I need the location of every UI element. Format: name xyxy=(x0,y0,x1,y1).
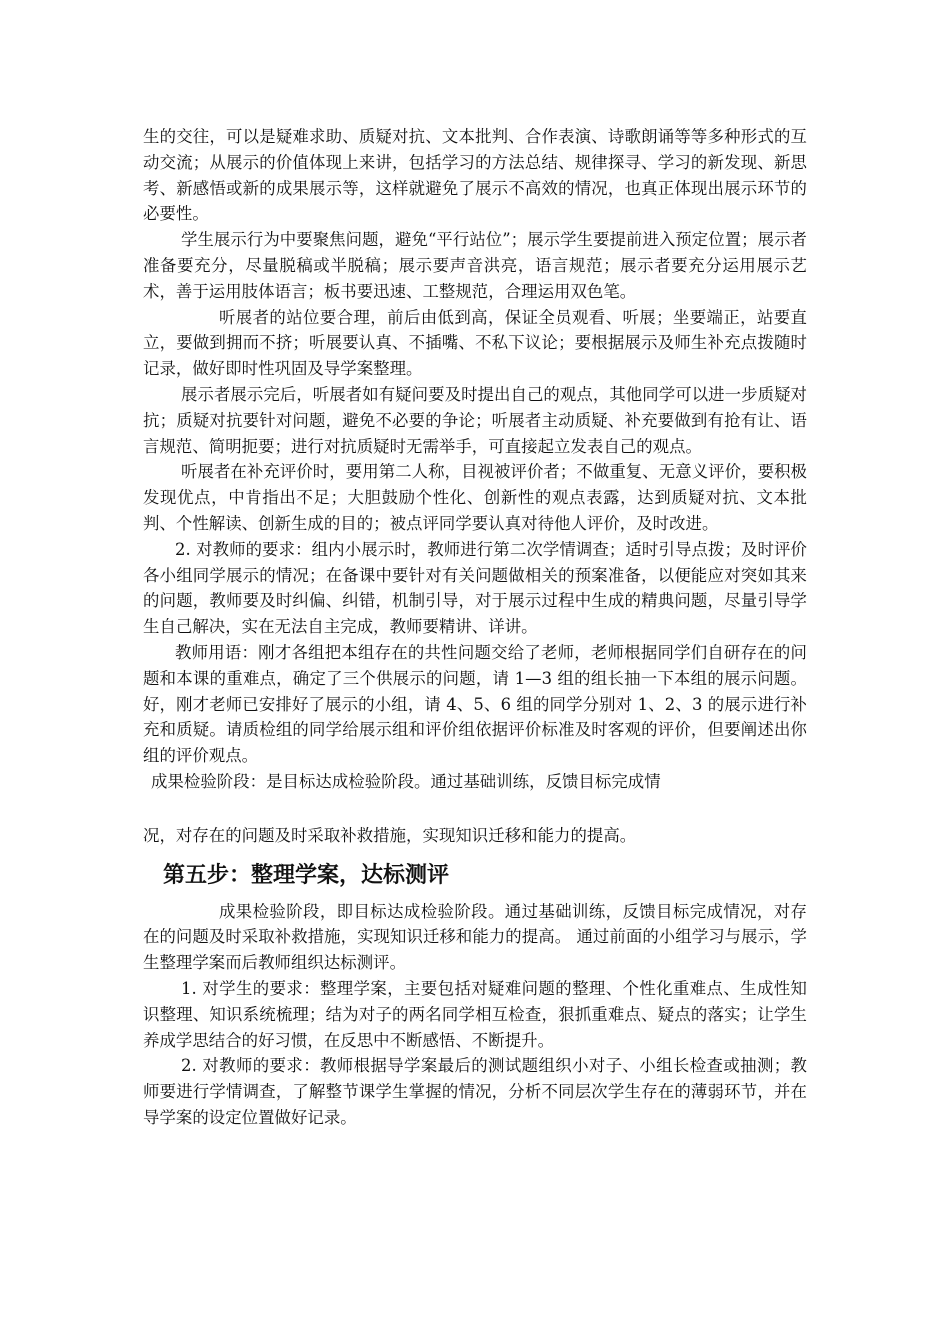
document-body xyxy=(143,124,807,1131)
body-paragraph: 生的交往，可以是疑难求助、质疑对抗、文本批判、合作表演、诗歌朗诵等等多种形式的互动交流；从展示的价值体现上来讲，包括学习的方法总结、规律探寻、学习的新发现、新思考、新感悟或新的成果展示等，这样就避免了展示不高效的情况，也真正体现出展示环节的必要性。 xyxy=(143,127,807,224)
body-paragraph: 教师用语：刚才各组把本组存在的共性问题交给了老师，老师根据同学们自研存在的问题和本课的重难点，确定了三个供展示的问题，请 1—3 组的组长抽一下本组的展示问题。好，刚才老师已安排好了展示的小组，请 4、5、6 组的同学分别对 1、2、3 的展示进行补充和质疑。请质检组的同学给展示组和评价组依据评价标准及时客观的评价，但要阐述出你组的评价观点。 xyxy=(143,642,807,766)
body-paragraph: 听展者在补充评价时，要用第二人称，目视被评价者；不做重复、无意义评价，要积极发现优点，中肯指出不足；大胆鼓励个性化、创新性的观点表露，达到质疑对抗、文本批判、个性解读、创新生成的目的；被点评同学要认真对待他人评价，及时改进。 xyxy=(143,462,807,533)
body-paragraph: 2. 对教师的要求：组内小展示时，教师进行第二次学情调查；适时引导点拨；及时评价各小组同学展示的情况；在备课中要针对有关问题做相关的预案准备，以便能应对突如其来的问题，教师要及时纠偏、纠错，机制引导，对于展示过程中生成的精典问题，尽量引导学生自己解决，实在无法自主完成，教师要精讲、详讲。 xyxy=(143,539,807,637)
section-after xyxy=(143,899,807,1131)
body-paragraph: 听展者的站位要合理，前后由低到高，保证全员观看、听展；坐要端正，站要直立，要做到拥而不挤；听展要认真、不插嘴、不私下议论；要根据展示及师生补充点拨随时记录，做好即时性巩固及导学案整理。 xyxy=(143,307,807,379)
body-paragraph: 成果检验阶段：是目标达成检验阶段。通过基础训练，反馈目标完成情 xyxy=(151,771,661,791)
body-paragraph: 学生展示行为中要聚焦问题，避免“平行站位”；展示学生要提前进入预定位置；展示者准备要充分，尽量脱稿或半脱稿；展示要声音洪亮，语言规范；展示者要充分运用展示艺术，善于运用肢体语言；板书要迅速、工整规范，合理运用双色笔。 xyxy=(143,230,807,301)
body-paragraph: 1. 对学生的要求：整理学案，主要包括对疑难问题的整理、个性化重难点、生成性知识整理、知识系统梳理；结为对子的两名同学相互检查，狠抓重难点、疑点的落实；让学生养成学思结合的好习惯，在反思中不断感悟、不断提升。 xyxy=(143,978,807,1050)
body-paragraph: 成果检验阶段，即目标达成检验阶段。通过基础训练，反馈目标完成情况，对存在的问题及时采取补救措施，实现知识迁移和能力的提高。 通过前面的小组学习与展示，学生整理学案而后教师组织达标测评。 xyxy=(143,901,807,973)
section-before xyxy=(143,124,807,795)
body-paragraph: 2. 对教师的要求：教师根据导学案最后的测试题组织小对子、小组长检查或抽测；教师要进行学情调查，了解整节课学生掌握的情况，分析不同层次学生存在的薄弱环节，并在导学案的设定位置做好记录。 xyxy=(143,1056,807,1127)
paragraph-break xyxy=(143,795,807,823)
continued-paragraph: 况，对存在的问题及时采取补救措施，实现知识迁移和能力的提高。 xyxy=(143,825,637,845)
body-paragraph: 展示者展示完后，听展者如有疑问要及时提出自己的观点，其他同学可以进一步质疑对抗；质疑对抗要针对问题，避免不必要的争论；听展者主动质疑、补充要做到有抢有让、语言规范、简明扼要；进行对抗质疑时无需举手，可直接起立发表自己的观点。 xyxy=(143,384,807,456)
section-heading: 第五步：整理学案，达标测评 xyxy=(163,862,450,888)
